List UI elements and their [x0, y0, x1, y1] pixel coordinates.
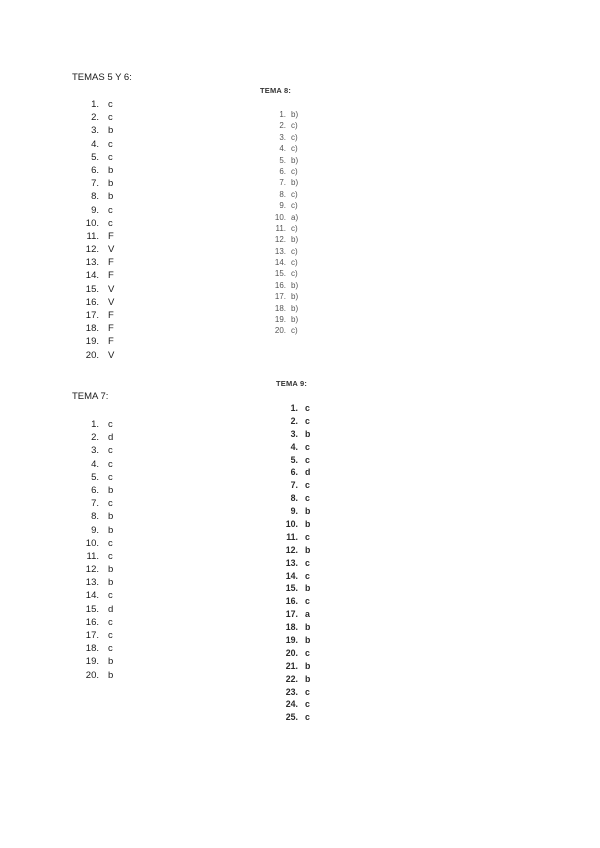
answer-value: c — [108, 458, 113, 470]
answer-item — [266, 109, 298, 120]
answer-item — [278, 492, 310, 505]
question-number: 2. — [91, 432, 99, 444]
question-number: 13. — [274, 246, 286, 256]
question-number: 18. — [285, 622, 298, 633]
answer-item — [82, 296, 114, 309]
answer-item — [82, 151, 114, 164]
question-number: 9. — [91, 204, 99, 216]
answer-item — [266, 257, 298, 268]
question-number: 2. — [290, 415, 298, 426]
question-number: 6. — [91, 164, 99, 176]
answer-item — [82, 124, 114, 137]
answer-value: c — [305, 686, 310, 697]
answer-item — [82, 177, 114, 190]
answer-value: c — [108, 590, 113, 602]
answer-value: c — [108, 112, 113, 124]
answer-item — [266, 177, 298, 188]
question-number: 4. — [279, 144, 286, 154]
question-number: 19. — [85, 336, 99, 348]
answer-item — [82, 471, 113, 484]
answer-value: c — [108, 445, 113, 457]
answer-item — [266, 143, 298, 154]
question-number: 15. — [274, 269, 286, 279]
answers-list-tema-7 — [82, 418, 113, 682]
answer-value: b — [108, 577, 114, 589]
question-number: 12. — [274, 235, 286, 245]
answer-item — [266, 166, 298, 177]
answer-item — [82, 98, 114, 111]
question-number: 13. — [285, 557, 298, 568]
question-number: 6. — [290, 467, 298, 478]
answer-item — [266, 132, 298, 143]
answer-item — [278, 582, 310, 595]
answer-item — [278, 711, 310, 724]
question-number: 4. — [290, 441, 298, 452]
question-number: 11. — [275, 223, 286, 233]
answer-item — [82, 629, 113, 642]
question-number: 22. — [285, 673, 298, 684]
question-number: 2. — [279, 121, 286, 131]
answer-item — [278, 518, 310, 531]
question-number: 4. — [91, 138, 99, 150]
answer-item — [278, 454, 310, 467]
question-number: 19. — [274, 315, 286, 325]
answer-value: b — [108, 484, 114, 496]
question-number: 15. — [85, 603, 99, 615]
answer-value: b — [108, 524, 114, 536]
answer-value: c — [305, 493, 310, 504]
answer-item — [82, 138, 114, 151]
answers-list-temas-5-6 — [82, 98, 114, 362]
answer-value: b — [108, 511, 114, 523]
question-number: 8. — [279, 189, 286, 199]
question-number: 14. — [285, 570, 298, 581]
question-number: 19. — [85, 656, 99, 668]
question-number: 12. — [85, 244, 99, 256]
question-number: 9. — [91, 524, 99, 536]
answer-value: c) — [291, 258, 298, 268]
answer-value: c — [108, 217, 113, 229]
answer-item — [82, 458, 113, 471]
answer-item — [82, 349, 114, 362]
answer-value: c — [305, 647, 310, 658]
answer-value: b) — [291, 110, 299, 119]
answer-item — [82, 431, 113, 444]
question-number: 23. — [285, 686, 298, 697]
question-number: 10. — [285, 519, 298, 530]
question-number: 9. — [279, 201, 286, 211]
question-number: 1. — [91, 99, 99, 110]
question-number: 19. — [285, 635, 298, 646]
answer-item — [82, 335, 114, 348]
answer-value: c) — [291, 121, 298, 131]
answer-value: b — [305, 544, 311, 555]
answer-item — [266, 189, 298, 200]
answer-value: c — [108, 643, 113, 655]
question-number: 20. — [85, 669, 99, 681]
question-number: 14. — [85, 270, 99, 282]
answer-item — [266, 303, 298, 314]
question-number: 11. — [286, 531, 298, 542]
answer-value: b — [108, 656, 114, 668]
answer-item — [278, 634, 310, 647]
answer-value: c) — [291, 201, 298, 211]
answer-value: F — [108, 310, 114, 321]
answer-value: c — [305, 480, 310, 491]
answer-item — [266, 325, 298, 336]
answer-item — [278, 466, 310, 479]
answer-value: d — [108, 603, 114, 615]
question-number: 3. — [91, 125, 99, 137]
answer-value: c — [305, 531, 310, 542]
answer-item — [82, 204, 114, 217]
question-number: 1. — [279, 110, 286, 119]
question-number: 18. — [274, 303, 286, 313]
answer-value: a) — [291, 212, 299, 222]
answer-value: a — [305, 609, 310, 620]
question-number: 20. — [85, 349, 99, 361]
answer-item — [82, 230, 114, 243]
answer-value: c — [108, 471, 113, 483]
answer-value: c — [108, 419, 113, 430]
answer-value: c — [305, 570, 310, 581]
answer-item — [278, 441, 310, 454]
answer-value: c) — [291, 269, 298, 279]
question-number: 16. — [85, 616, 99, 628]
question-number: 15. — [285, 583, 298, 594]
question-number: 18. — [85, 323, 99, 335]
answer-value: b — [108, 191, 114, 203]
question-number: 12. — [285, 544, 298, 555]
answer-value: c — [108, 537, 113, 549]
answer-item — [278, 505, 310, 518]
answer-item — [278, 479, 310, 492]
answer-value: b — [305, 622, 311, 633]
answer-value: c — [305, 441, 310, 452]
answer-item — [82, 510, 113, 523]
answer-item — [278, 531, 310, 544]
answer-item — [82, 603, 113, 616]
question-number: 20. — [274, 326, 286, 336]
question-number: 7. — [279, 178, 286, 188]
answer-value: F — [108, 336, 114, 348]
answer-item — [82, 563, 113, 576]
answer-value: V — [108, 283, 115, 295]
answer-value: c) — [291, 189, 298, 199]
answer-value: c — [108, 498, 113, 510]
question-number: 14. — [85, 590, 99, 602]
answer-item — [82, 655, 113, 668]
answer-item — [266, 212, 298, 223]
answer-item — [278, 402, 310, 415]
answer-value: b) — [291, 155, 299, 165]
answer-value: V — [108, 349, 115, 361]
answers-list-tema-9 — [278, 402, 310, 724]
answer-value: b — [305, 506, 311, 517]
question-number: 12. — [85, 564, 99, 576]
answer-item — [82, 269, 114, 282]
answer-value: c — [108, 138, 113, 150]
heading-tema-8: TEMA 8: — [260, 86, 292, 95]
answer-item — [82, 309, 114, 322]
answer-value: c — [305, 454, 310, 465]
question-number: 11. — [86, 230, 99, 242]
question-number: 7. — [91, 498, 99, 510]
answer-item — [82, 550, 113, 563]
answer-item — [82, 217, 114, 230]
answer-value: b — [305, 519, 311, 530]
answer-value: b — [305, 660, 311, 671]
answer-value: V — [108, 296, 115, 308]
question-number: 11. — [86, 550, 99, 562]
question-number: 3. — [290, 428, 298, 439]
answer-value: b — [305, 635, 311, 646]
answer-value: c — [305, 699, 310, 710]
answer-value: b — [108, 164, 114, 176]
question-number: 18. — [85, 643, 99, 655]
answer-value: F — [108, 270, 114, 282]
answer-value: b — [108, 178, 114, 190]
answer-item — [82, 524, 113, 537]
answer-value: b) — [291, 178, 299, 188]
heading-tema-9: TEMA 9: — [276, 379, 308, 388]
answer-item — [82, 589, 113, 602]
question-number: 1. — [91, 419, 99, 430]
answer-value: c — [305, 712, 310, 723]
question-number: 3. — [279, 132, 286, 142]
answer-value: b) — [291, 280, 299, 290]
question-number: 5. — [91, 471, 99, 483]
question-number: 10. — [85, 217, 99, 229]
answer-value: c — [108, 204, 113, 216]
answer-value: c — [108, 630, 113, 641]
answer-item — [82, 283, 114, 296]
question-number: 16. — [85, 296, 99, 308]
question-number: 6. — [91, 484, 99, 496]
answer-value: c — [108, 151, 113, 163]
answer-item — [82, 111, 114, 124]
answer-value: F — [108, 230, 114, 242]
question-number: 13. — [85, 257, 99, 269]
question-number: 8. — [91, 191, 99, 203]
question-number: 6. — [279, 166, 286, 176]
answer-item — [278, 686, 310, 699]
answer-item — [278, 608, 310, 621]
answer-value: b — [305, 673, 311, 684]
answer-value: d — [108, 432, 114, 444]
answer-item — [278, 570, 310, 583]
answer-item — [266, 200, 298, 211]
question-number: 9. — [290, 506, 298, 517]
answer-value: b — [305, 428, 311, 439]
answer-item — [82, 484, 113, 497]
answer-item — [266, 246, 298, 257]
answer-value: b) — [291, 315, 299, 325]
question-number: 17. — [285, 609, 298, 620]
answer-value: c) — [291, 246, 298, 256]
answer-value: c) — [291, 144, 298, 154]
heading-temas-5-6: TEMAS 5 Y 6: — [72, 72, 132, 83]
answer-value: c — [305, 596, 310, 607]
answer-item — [278, 428, 310, 441]
answer-value: b — [108, 125, 114, 137]
heading-tema-7: TEMA 7: — [72, 391, 109, 402]
answer-item — [278, 673, 310, 686]
answer-value: c — [108, 616, 113, 628]
answer-item — [266, 314, 298, 325]
answer-item — [266, 120, 298, 131]
answer-value: c) — [291, 326, 298, 336]
answer-item — [278, 698, 310, 711]
question-number: 7. — [91, 178, 99, 190]
answer-item — [82, 616, 113, 629]
answer-value: b) — [291, 303, 299, 313]
question-number: 21. — [285, 660, 298, 671]
question-number: 16. — [285, 596, 298, 607]
answer-value: b) — [291, 235, 299, 245]
answer-value: b — [108, 564, 114, 576]
question-number: 8. — [290, 493, 298, 504]
answer-item — [82, 497, 113, 510]
question-number: 2. — [91, 112, 99, 124]
answer-item — [82, 322, 114, 335]
question-number: 5. — [279, 155, 286, 165]
question-number: 10. — [85, 537, 99, 549]
question-number: 7. — [290, 480, 298, 491]
question-number: 17. — [85, 630, 99, 641]
answer-value: c — [305, 415, 310, 426]
answer-item — [82, 642, 113, 655]
answer-item — [266, 223, 298, 234]
question-number: 5. — [290, 454, 298, 465]
answer-value: b — [108, 669, 114, 681]
question-number: 25. — [285, 712, 298, 723]
answer-item — [82, 669, 113, 682]
answer-value: c) — [291, 223, 298, 233]
answer-value: c — [108, 550, 113, 562]
answer-item — [82, 418, 113, 431]
answer-value: F — [108, 323, 114, 335]
question-number: 15. — [85, 283, 99, 295]
answer-item — [82, 576, 113, 589]
answer-item — [82, 243, 114, 256]
answer-item — [266, 268, 298, 279]
answer-value: c — [305, 557, 310, 568]
answer-item — [82, 256, 114, 269]
answer-item — [278, 557, 310, 570]
answer-item — [266, 234, 298, 245]
answer-item — [278, 415, 310, 428]
answer-value: V — [108, 244, 115, 256]
answer-value: F — [108, 257, 114, 269]
question-number: 10. — [274, 212, 286, 222]
answer-value: c) — [291, 132, 298, 142]
question-number: 3. — [91, 445, 99, 457]
answer-item — [82, 164, 114, 177]
answer-item — [278, 621, 310, 634]
answers-list-tema-8 — [266, 109, 298, 337]
answer-item — [82, 444, 113, 457]
answer-item — [278, 595, 310, 608]
answer-item — [278, 544, 310, 557]
answer-item — [266, 280, 298, 291]
question-number: 16. — [274, 280, 286, 290]
question-number: 13. — [85, 577, 99, 589]
question-number: 14. — [274, 258, 286, 268]
question-number: 4. — [91, 458, 99, 470]
answer-item — [82, 190, 114, 203]
answer-item — [266, 155, 298, 166]
question-number: 1. — [290, 403, 298, 413]
answer-value: d — [305, 467, 311, 478]
question-number: 17. — [85, 310, 99, 321]
answer-value: c — [108, 99, 113, 110]
answer-value: c) — [291, 166, 298, 176]
answer-item — [278, 660, 310, 673]
answer-item — [278, 647, 310, 660]
question-number: 5. — [91, 151, 99, 163]
answer-value: b — [305, 583, 311, 594]
question-number: 24. — [285, 699, 298, 710]
answer-value: b) — [291, 292, 299, 302]
question-number: 17. — [274, 292, 286, 302]
answer-item — [266, 291, 298, 302]
answer-value: c — [305, 403, 310, 413]
answer-item — [82, 537, 113, 550]
question-number: 8. — [91, 511, 99, 523]
question-number: 20. — [285, 647, 298, 658]
